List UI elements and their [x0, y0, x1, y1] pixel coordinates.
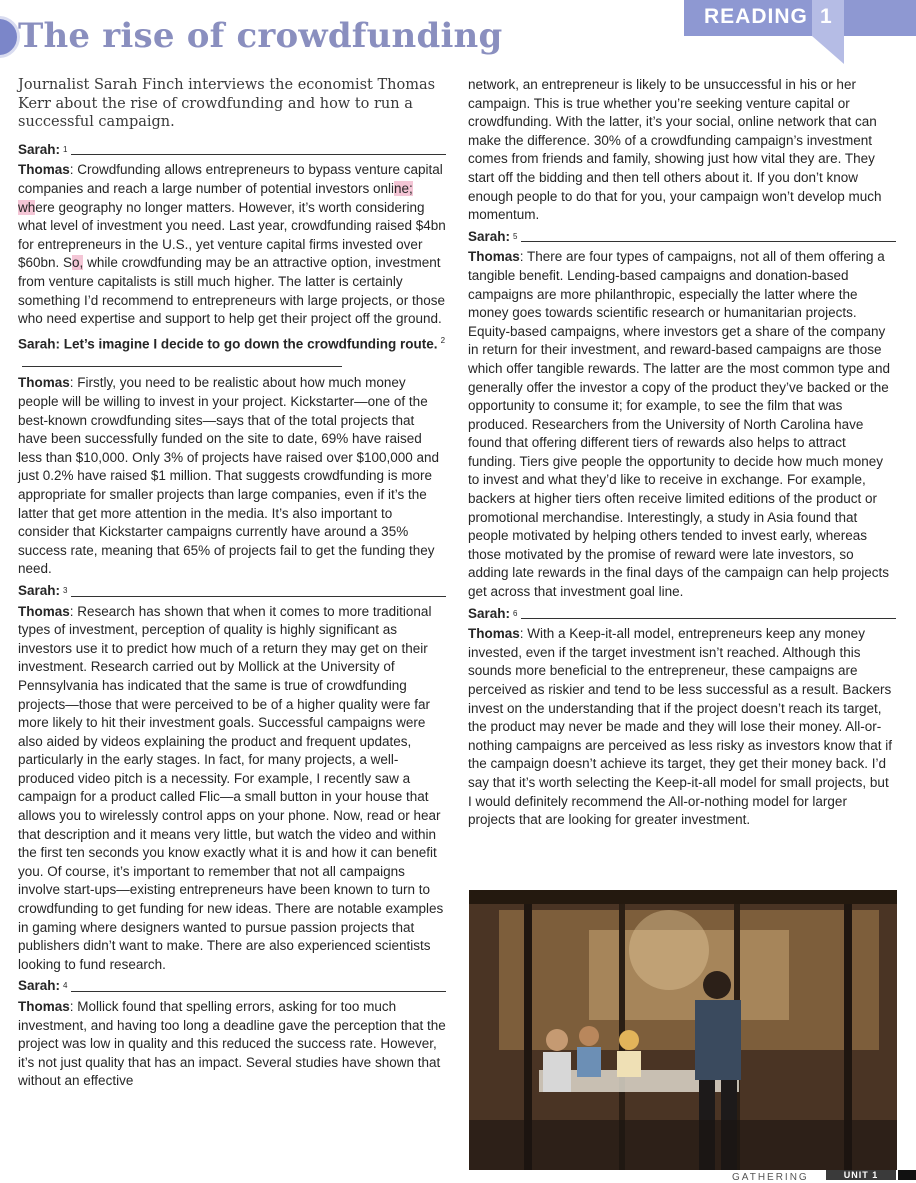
answer-5: [468, 248, 896, 601]
left-column: [18, 76, 446, 1091]
speaker-thomas: Thomas: [18, 375, 70, 391]
question-number: 3: [63, 585, 68, 595]
question-1: [18, 141, 446, 160]
highlighted-text: o,: [72, 255, 84, 271]
section-tab-tail: [812, 36, 844, 64]
answer-blank[interactable]: [521, 617, 896, 619]
answer-text: : There are four types of campaigns, not all of them offering a tangible benefit. Lending-based campaigns and donation-based campaigns are more philanthropic, especially the latter where the money goes towards scientific research or humanitarian projects. Equity-based campaigns, where investors get a share of the company in return for their investment, and reward-based campaigns are those which offer tangible rewards. The latter are the most common type and generally offer the investor a copy of the product they’ve backed or the opportunity to consume it; for example, to see the film that was produced. Researchers from the University of North Carolina have found that offering different tiers of rewards also helps to attract funding. Tiers give people the opportunity to decide how much money to invest and what they’d like to receive in exchange. For example, backers at higher tiers often receive limited editions of the product or promotional merchandise. Interestingly, a study in Asia found that people motivated by helping others tended to invest early, whereas those motivated by the promise of reward were late investors, so adding late rewards in the final days of the campaign can help projects get across that investment goal line.: [468, 249, 890, 600]
answer-3: [18, 603, 446, 975]
photo-illustration: [469, 890, 897, 1170]
footer-chapter: GATHERING: [732, 1172, 809, 1183]
speaker-sarah: Sarah:: [468, 605, 511, 621]
speaker-thomas: Thomas: [18, 162, 70, 178]
page-title: The rise of crowdfunding: [18, 16, 503, 56]
answer-blank[interactable]: [71, 153, 446, 155]
answer-2: [18, 374, 446, 579]
question-2: [18, 332, 446, 373]
section-number: 1: [820, 5, 832, 28]
question-6: [468, 605, 896, 624]
speaker-sarah: Sarah:: [468, 228, 511, 244]
answer-4: [18, 998, 446, 1091]
question-5: [468, 228, 896, 247]
speaker-sarah: Sarah:: [18, 582, 61, 598]
answer-text: ere geography no longer matters. However, it’s worth considering what level of investment you need. Last year, crowdfunding raised $4bn for entrepreneurs in the U.S., yet venture capital firms invested over $60bn. S: [18, 199, 446, 271]
answer-blank[interactable]: [22, 366, 342, 367]
highlighted-text: ne; wh: [18, 180, 413, 215]
speaker-thomas: Thomas: [468, 249, 520, 265]
right-column: [468, 76, 896, 830]
speaker-sarah: Sarah:: [18, 141, 61, 157]
speaker-sarah: Sarah:: [18, 336, 61, 352]
answer-text: : Mollick found that spelling errors, asking for too much investment, and having too long a deadline gave the perception that the project was low in quality and this reduced the success rate. However, it’s not just quality that has an impact. Several studies have shown that without an effective: [18, 999, 446, 1089]
answer-blank[interactable]: [71, 990, 446, 992]
answer-text: : With a Keep-it-all model, entrepreneurs keep any money invested, even if the target investment isn’t reached. Although this sounds more beneficial to the entrepreneur, these campaigns are perceived as riskier and tend to be less successful as a result. Backers invest on the understanding that if the project doesn’t reach its target, the product may never be made and they will lose their money. All-or-nothing campaigns are perceived as less risky as investors know that if the campaign doesn’t achieve its target, they get their money back. I’d say that it’s worth selecting the Keep-it-all model for small projects, but I would definitely recommend the All-or-nothing model for larger projects that are looking for greater investment.: [468, 626, 892, 828]
answer-blank[interactable]: [521, 240, 896, 242]
question-text: Let’s imagine I decide to go down the crowdfunding route.: [63, 336, 438, 352]
question-number: 5: [513, 231, 518, 241]
answer-text: : Crowdfunding allows entrepreneurs to bypass venture capital companies and reach a large number of potential investors onli: [18, 162, 443, 196]
answer-blank[interactable]: [71, 595, 446, 597]
question-number: 1: [63, 144, 68, 154]
answer-4-continued: network, an entrepreneur is likely to be unsuccessful in his or her campaign. This is true whether you’re seeking venture capital or crowdfunding. With the latter, it’s your social, online network that can make the difference. 30% of a crowdfunding campaign’s investment comes from friends and family, showing just how vital they are. They start off the bidding and then tell others about it. If you don’t know enough people to do that for you, your campaign won’t develop much momentum.: [468, 77, 882, 223]
title-bullet-icon: [0, 16, 20, 58]
answer-1: [18, 161, 446, 328]
speaker-thomas: Thomas: [18, 999, 70, 1014]
section-label: READING: [704, 5, 808, 28]
answer-text: : Firstly, you need to be realistic about how much money people will be willing to invest in your project. Kickstarter—one of the best-known crowdfunding sites—says that of the total projects that have been successfully funded on the site to date, 69% have raised less than $10,000. Only 3% of projects have raised over $100,000 and just 0.2% have raised $1 million. That suggests crowdfunding is more appropriate for smaller projects than large companies, even if it’s the latter that get more attention in the media. It’s also important to consider that Kickstarter campaigns currently have around a 35% success rate, meaning that 65% of projects fail to get the funding they need.: [18, 375, 440, 577]
answer-6: [468, 625, 896, 830]
question-number: 6: [513, 608, 518, 618]
answer-text: : Research has shown that when it comes to more traditional types of investment, perception of quality is highly significant as investors use it to predict how much of a return they may get on their investment. Research carried out by Mollick at the University of Pennsylvania has indicated that the same is true of crowdfunding projects—those that were perceived to be of a higher quality were far more likely to hit their investment goals. Successful campaigns were also aided by videos explaining the product and frequent updates, particularly in the early stages. In fact, for many projects, a well-produced video pitch is a necessity. For example, I recently saw a campaign for a product called Flic—a small button in your house that allows you to wirelessly control apps on your phone. Now, read or hear that description and it means very little, but watch the video and within the first ten seconds you know exactly what it is and how it can benefit you. Of course, it’s important to remember that not all campaigns involve start-ups—existing entrepreneurs have been known to turn to crowdfunding to get funding for new ideas. There are notable examples in gaming where designers wanted to pursue passion projects that publishers didn’t want to make. There are also experienced scientists looking to fund research.: [18, 603, 444, 972]
question-number: 2: [440, 335, 446, 345]
question-4: [18, 977, 446, 996]
question-number: 4: [63, 981, 68, 991]
answer-text: while crowdfunding may be an attractive option, investment from venture capitalists is still much higher. The latter is certainly something I’d recommend to entrepreneurs with large projects, or those who need expertise and support to help get their project off the ground.: [18, 255, 445, 327]
speaker-thomas: Thomas: [468, 626, 520, 642]
footer-unit: UNIT 1: [826, 1170, 896, 1180]
question-3: [18, 582, 446, 601]
intro-text: Journalist Sarah Finch interviews the economist Thomas Kerr about the rise of crowdfunding and how to run a successful campaign.: [18, 77, 436, 131]
footer-page-marker: [898, 1170, 916, 1180]
speaker-thomas: Thomas: [18, 603, 70, 619]
speaker-sarah: Sarah:: [18, 978, 61, 994]
office-meeting-photo: [469, 890, 897, 1170]
